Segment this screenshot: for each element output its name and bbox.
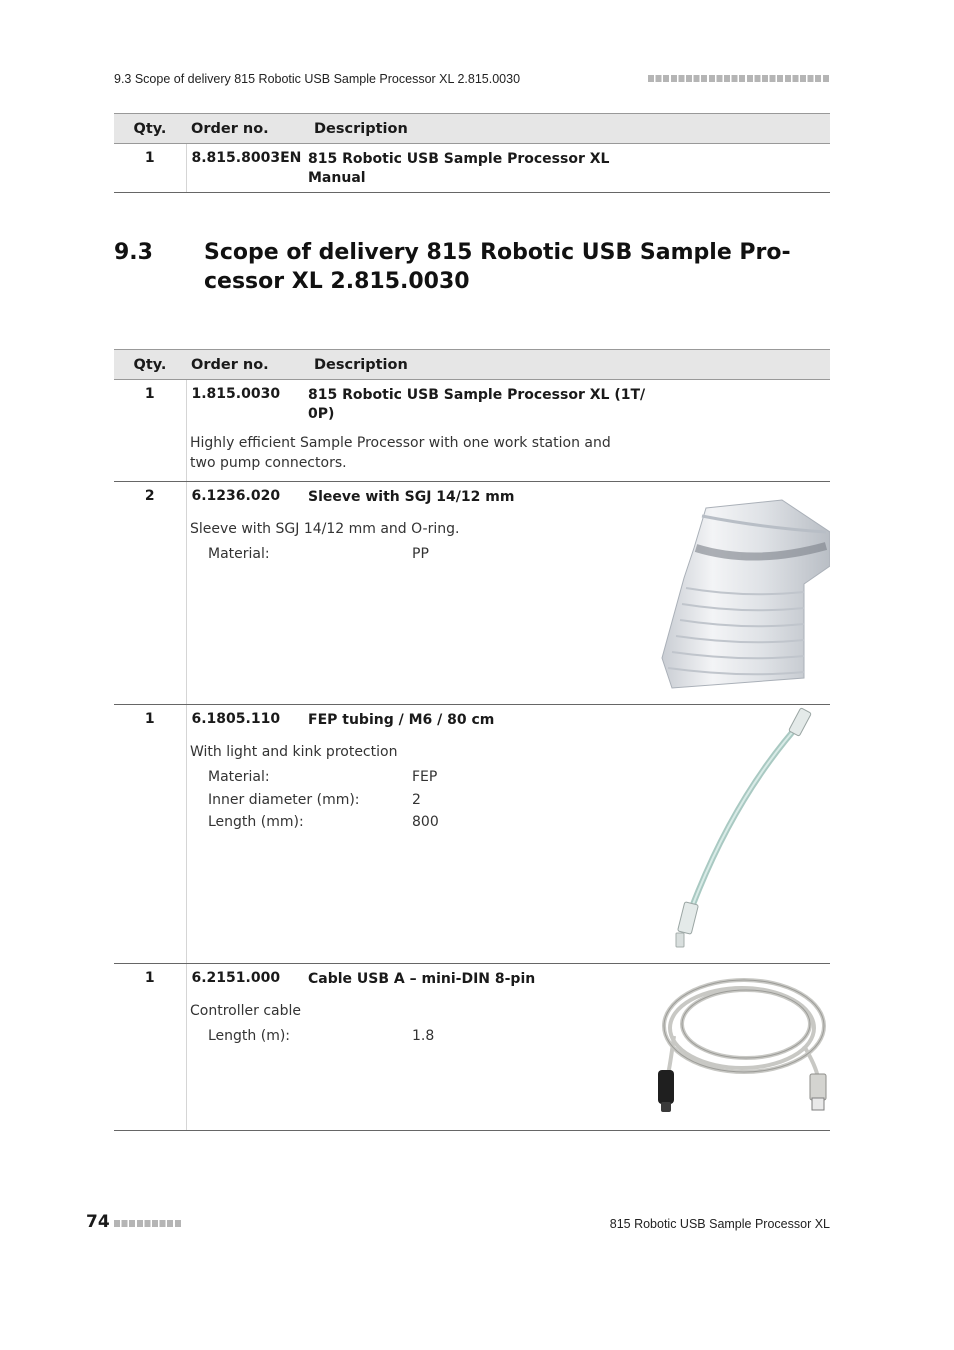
property-key: Length (m): [208,1028,291,1045]
item-title: FEP tubing / M6 / 80 cm [308,712,495,728]
property-row [208,789,654,812]
item-properties [208,766,654,834]
property-value: PP [412,546,429,563]
col-description-header: Description [308,114,830,144]
property-key: Length (mm): [208,814,304,831]
property-key: Material: [208,769,270,786]
footer-dot-bar [114,1220,182,1227]
header-dot-bar [648,75,830,82]
top-order-table [114,113,830,193]
order-number-cell: 6.2151.000 [186,964,308,1131]
order-number-cell: 1.815.0030 [186,380,308,482]
property-row [208,543,654,566]
property-value: 2 [412,791,421,808]
col-order-header: Order no. [186,350,308,380]
col-qty-header: Qty. [114,350,186,380]
item-title: 815 Robotic USB Sample Processor XL (1T/ 0P) [308,387,646,422]
property-value: 800 [412,814,439,831]
property-key: Material: [208,546,270,563]
item-description: Controller cable [190,1003,301,1019]
property-key: Inner diameter (mm): [208,791,360,808]
item-description: Sleeve with SGJ 14/12 mm and O-ring. [190,521,460,537]
item-title: 815 Robotic USB Sample Processor XL Manual [308,151,610,186]
qty-cell: 1 [114,705,186,964]
order-number-cell: 6.1236.020 [186,482,308,705]
qty-cell: 1 [114,380,186,482]
item-properties [208,1025,654,1048]
property-row [208,1025,654,1048]
table-row [114,482,830,705]
usb-cable-image [654,966,830,1121]
table-row [114,380,830,482]
table-header-row [114,350,830,380]
col-order-header: Order no. [186,114,308,144]
page-number: 74 [86,1212,110,1232]
item-properties [208,543,654,566]
col-description-header: Description [308,350,830,380]
property-value: 1.8 [412,1028,435,1045]
order-number-cell: 6.1805.110 [186,705,308,964]
sleeve-image [654,488,830,693]
property-row [208,766,654,789]
qty-cell: 1 [114,964,186,1131]
table-row [114,964,830,1131]
qty-cell: 1 [114,144,186,193]
item-title: Sleeve with SGJ 14/12 mm [308,489,515,505]
scope-of-delivery-table [114,349,830,1131]
table-header-row [114,114,830,144]
col-qty-header: Qty. [114,114,186,144]
table-row [114,144,830,193]
qty-cell: 2 [114,482,186,705]
order-number-cell: 8.815.8003EN [186,144,308,193]
item-description: With light and kink protection [190,744,398,760]
section-title: Scope of delivery 815 Robotic USB Sample Processor XL 2.815.0030 [204,240,791,294]
item-title: Cable USB A – mini-DIN 8-pin [308,971,536,987]
property-value: FEP [412,769,438,786]
property-row [208,811,654,834]
footer-doc-title: 815 Robotic USB Sample Processor XL [609,1217,830,1231]
fep-tubing-image [654,707,830,952]
section-number: 9.3 [114,240,153,265]
running-header: 9.3 Scope of delivery 815 Robotic USB Sample Processor XL 2.815.0030 [114,72,521,86]
table-row [114,705,830,964]
item-description: Highly efficient Sample Processor with one work station and two pump connectors. [190,435,611,471]
